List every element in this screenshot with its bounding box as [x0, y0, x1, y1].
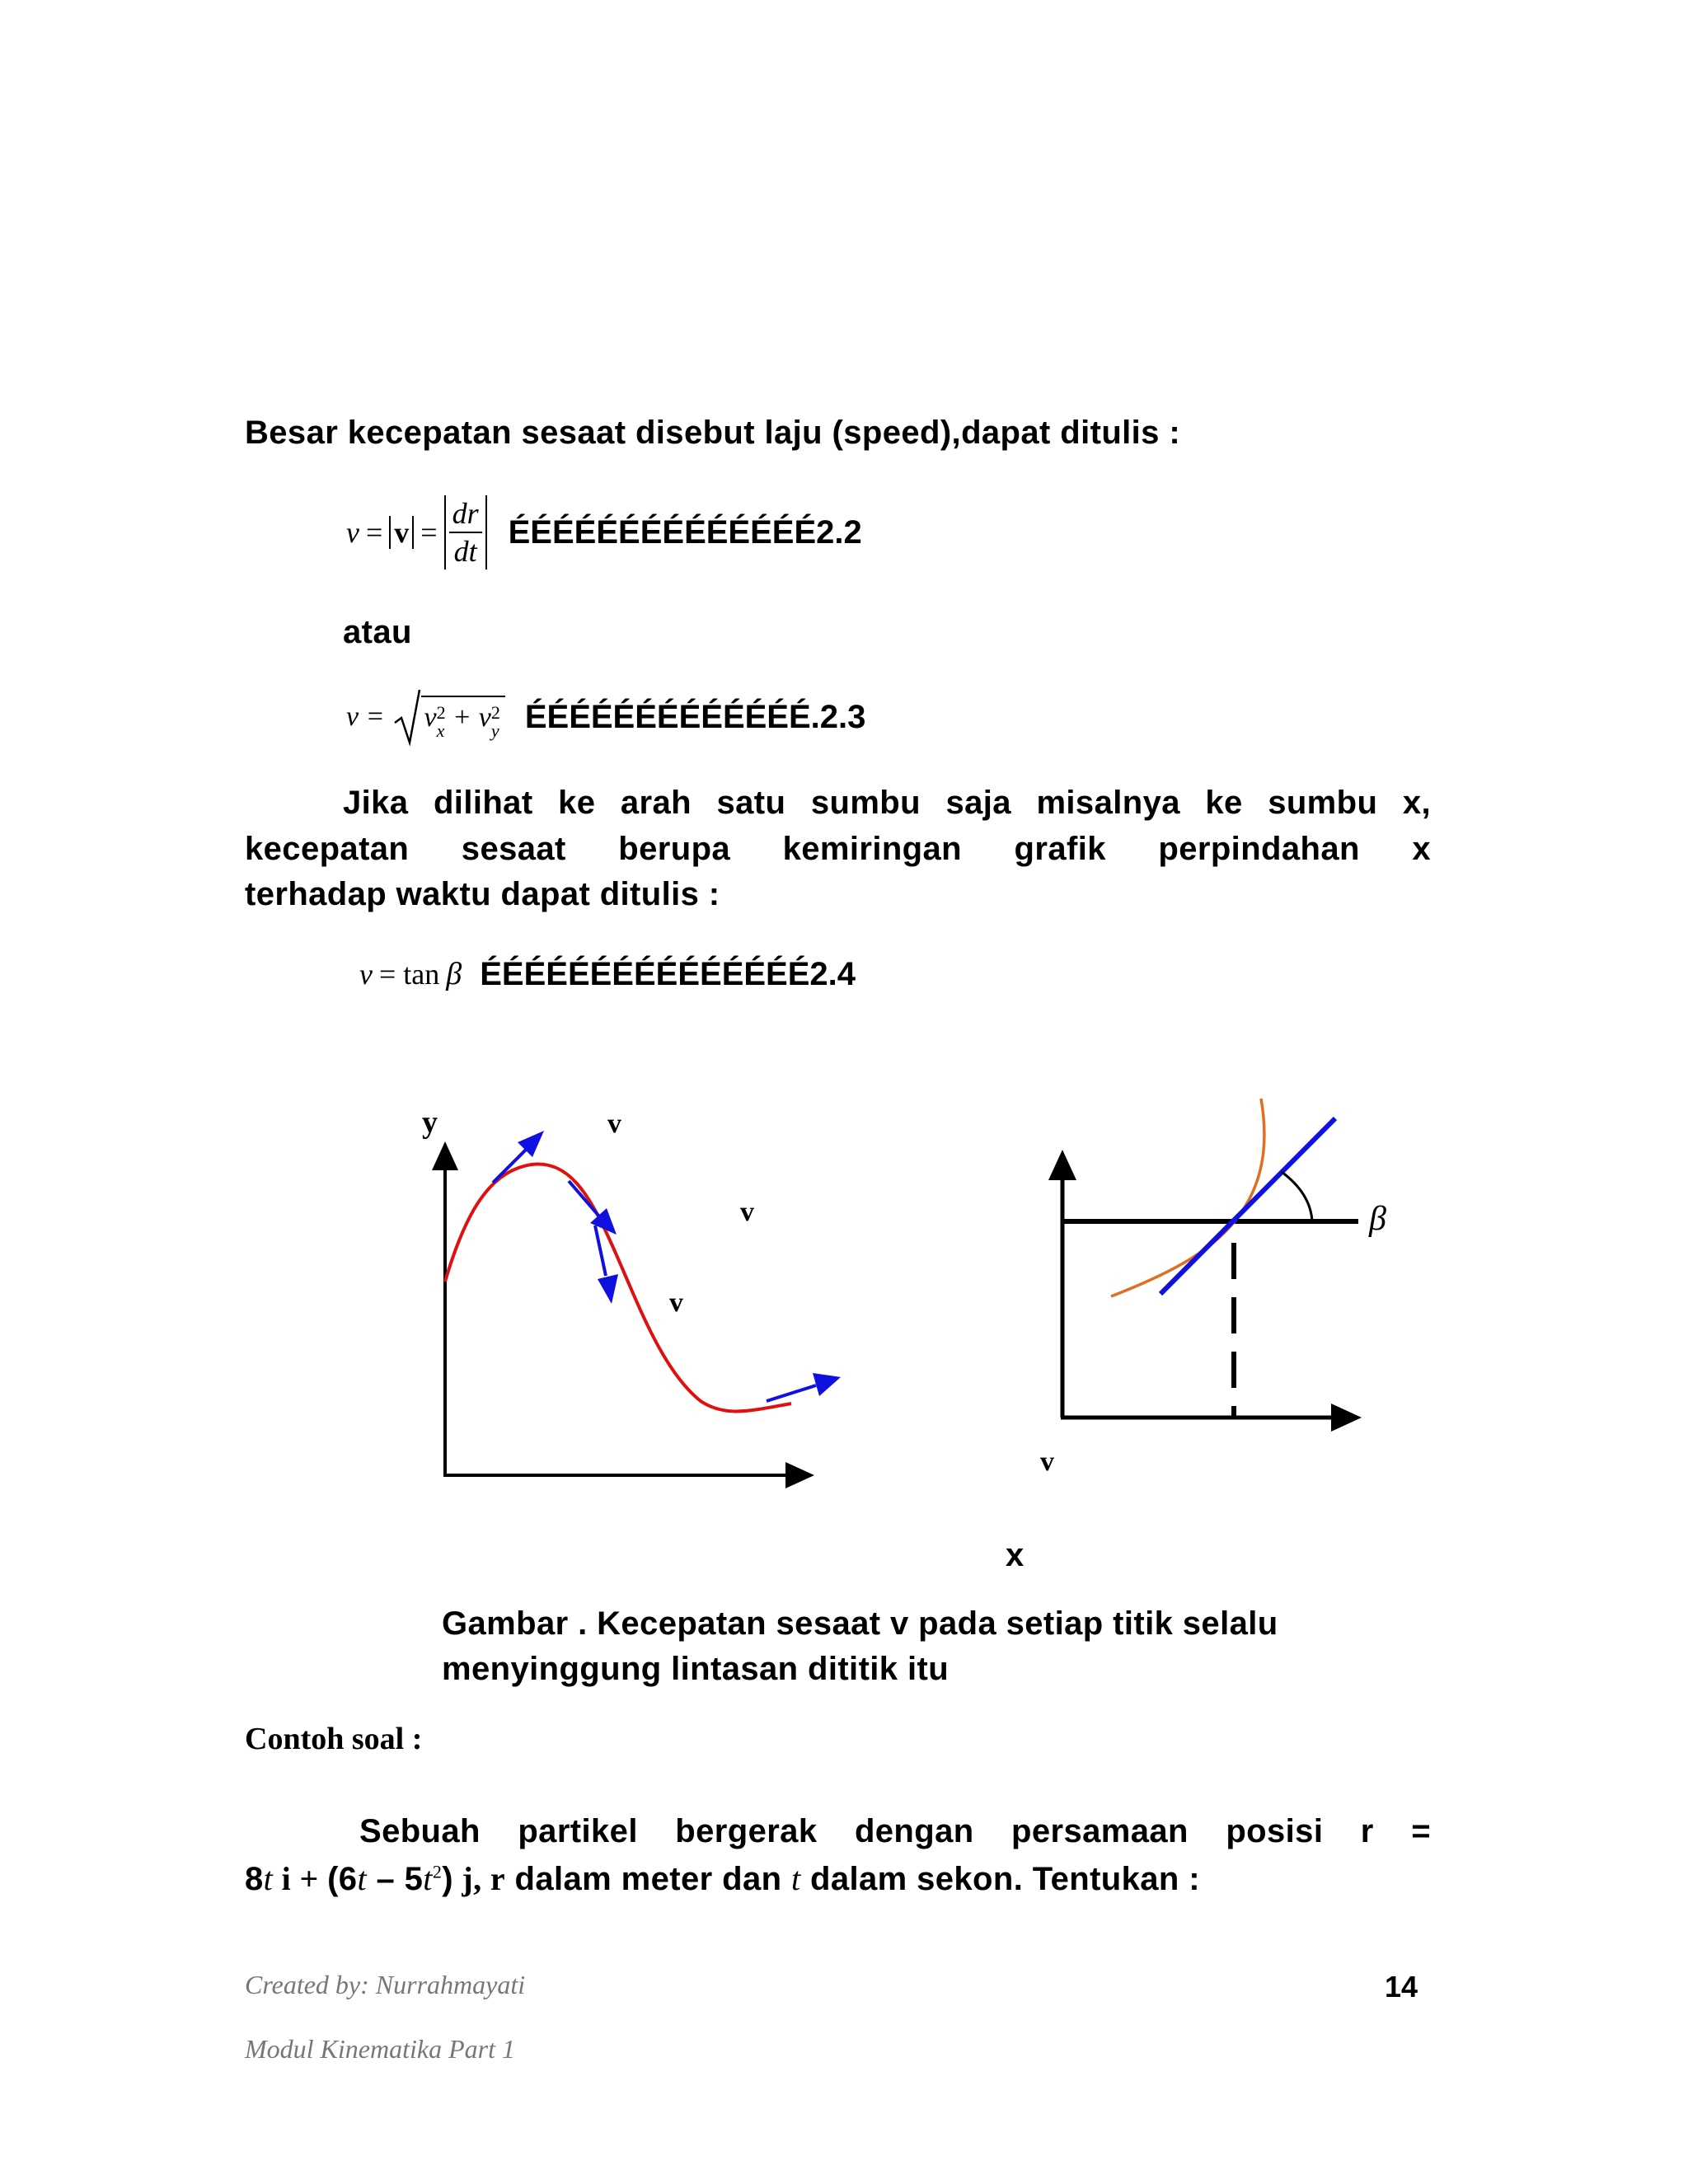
eq23-lhs: v =	[346, 701, 385, 732]
eq22-number: ÉÉÉÉÉÉÉÉÉÉÉÉÉÉ2.2	[508, 513, 862, 551]
intro-text: Besar kecepatan sesaat disebut laju (speed),dapat ditulis :	[245, 415, 1181, 451]
eq23-sub-y: y	[490, 720, 499, 742]
caption-line2: menyinggung lintasan dititik itu	[442, 1651, 950, 1687]
problem-units-text: dalam meter dan	[505, 1861, 791, 1897]
problem-line2	[245, 1859, 1200, 1898]
eq24-tan: = tan	[378, 958, 440, 991]
problem-coef-8: 8	[245, 1861, 264, 1897]
eq22-lhs: v	[346, 516, 359, 549]
right-y-arrowhead	[1048, 1150, 1076, 1180]
angle-arc	[1282, 1172, 1312, 1221]
left-y-arrowhead	[432, 1141, 458, 1170]
eq22-abs-v: v	[389, 516, 414, 549]
para1-line2: kecepatan sesaat berupa kemiringan grafik perpindahan x	[245, 831, 1431, 867]
atau-text: atau	[343, 614, 412, 650]
eq23-number: ÉÉÉÉÉÉÉÉÉÉÉÉÉ.2.3	[524, 698, 866, 735]
problem-i-vector: i +	[273, 1860, 328, 1897]
velocity-arrow-4	[767, 1385, 816, 1401]
right-graph	[1048, 1099, 1362, 1432]
velocity-label-2: v	[740, 1197, 754, 1227]
trajectory-curve	[445, 1164, 791, 1411]
eq23-sub-x: x	[436, 720, 445, 742]
eq23-plus: +	[454, 701, 471, 733]
footer-author: Created by: Nurrahmayati	[245, 1970, 526, 1999]
para1-line3: terhadap waktu dapat ditulis :	[245, 876, 720, 912]
velocity-label-3: v	[669, 1287, 683, 1318]
caption-line1: Gambar . Kecepatan sesaat v pada setiap titik selalu	[442, 1605, 1278, 1642]
problem-t2: t	[357, 1860, 367, 1897]
problem-t4: t	[790, 1860, 801, 1897]
left-x-arrowhead	[785, 1462, 814, 1488]
para1-line1: Jika dilihat ke arah satu sumbu saja misalnya ke sumbu x,	[343, 785, 1431, 821]
eq24-lhs: v	[359, 958, 373, 991]
problem-minus-5: – 5	[366, 1861, 424, 1897]
eq23-sup-b: 2	[490, 702, 500, 724]
x-axis-label: x	[1006, 1537, 1025, 1573]
problem-j-vector: j, r	[452, 1860, 506, 1897]
eq24-beta: β	[446, 957, 462, 991]
eq22-numerator: dr	[449, 495, 482, 533]
problem-close-paren: )	[442, 1861, 453, 1897]
beta-angle-label: β	[1369, 1200, 1386, 1238]
velocity-arrow-2	[569, 1181, 600, 1217]
right-v-label: v	[1040, 1446, 1054, 1477]
problem-t3: t	[423, 1860, 433, 1897]
left-graph	[432, 1131, 841, 1488]
eq22-equals-1: =	[365, 516, 383, 549]
left-y-axis-label: y	[422, 1105, 438, 1140]
page-number: 14	[1385, 1970, 1418, 2004]
problem-square: 2	[432, 1861, 443, 1882]
footer-module: Modul Kinematika Part 1	[245, 2034, 515, 2064]
eq22-denominator: dt	[453, 535, 477, 568]
velocity-label-1: v	[607, 1108, 621, 1139]
problem-t1: t	[263, 1860, 274, 1897]
problem-line1: Sebuah partikel bergerak dengan persamaan posisi r =	[359, 1813, 1431, 1849]
example-heading: Contoh soal :	[245, 1722, 423, 1756]
eq22-equals-2: =	[420, 516, 438, 549]
velocity-arrowhead-3	[598, 1274, 618, 1304]
velocity-arrowhead-4	[813, 1373, 841, 1396]
velocity-arrow-3	[595, 1226, 606, 1276]
eq23-vy: v	[478, 701, 491, 733]
right-x-arrowhead	[1331, 1404, 1362, 1432]
eq23-vx: v	[424, 701, 437, 733]
problem-end-text: dalam sekon. Tentukan :	[800, 1861, 1200, 1897]
problem-open-paren: (6	[327, 1861, 358, 1897]
eq24-number: ÉÉÉÉÉÉÉÉÉÉÉÉÉÉÉ2.4	[480, 955, 856, 992]
eq23-sup-a: 2	[436, 702, 446, 724]
